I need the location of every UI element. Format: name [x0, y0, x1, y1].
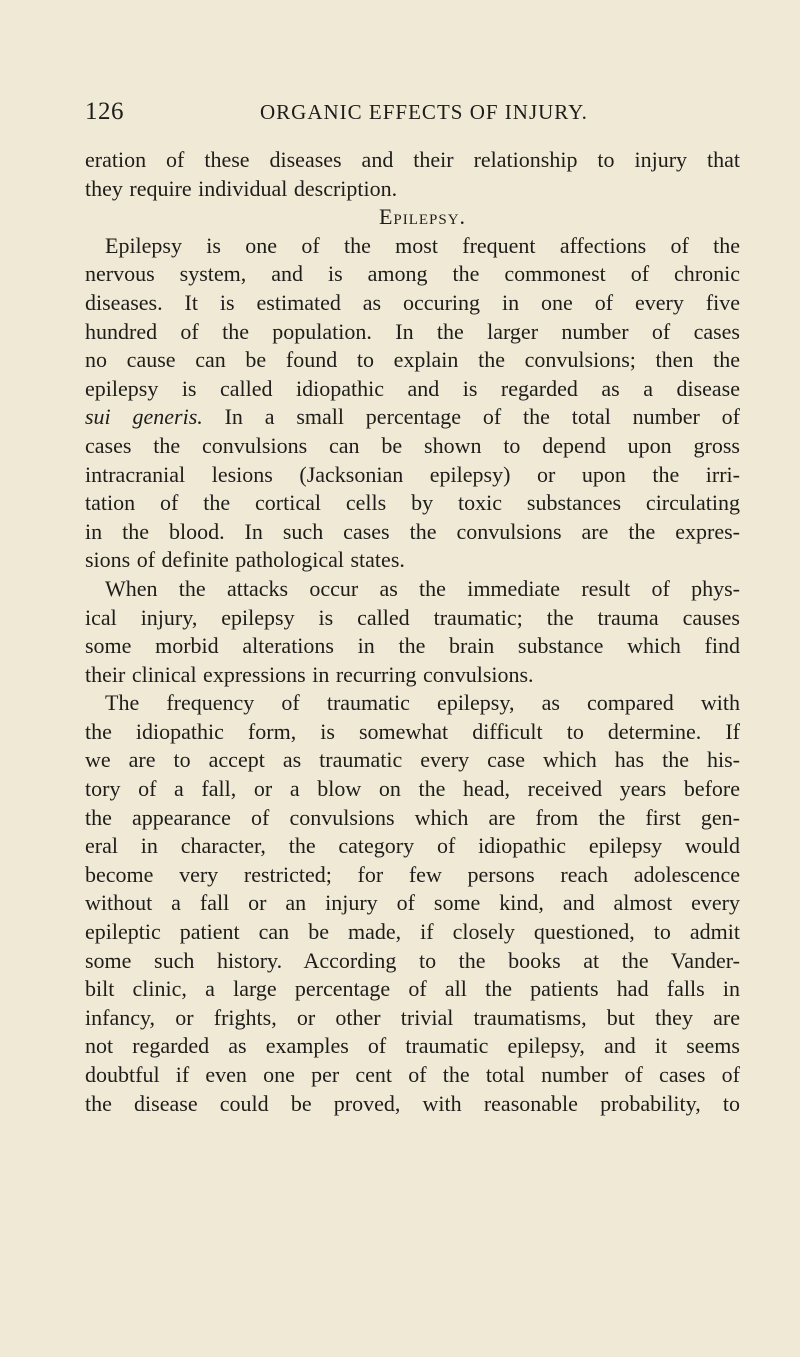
text-line: without a fall or an injury of some kind, and almost every [85, 890, 740, 916]
text-line: tory of a fall, or a blow on the head, received years before [85, 776, 740, 802]
paragraph-first-line: Epilepsy is one of the most frequent affections of the [105, 232, 740, 258]
text-line: the disease could be proved, with reasonable probability, to [85, 1090, 740, 1116]
text-line [85, 403, 740, 432]
text-line: epileptic patient can be made, if closely questioned, to admit [85, 919, 740, 945]
text-line: no cause can be found to explain the convulsions; then the [85, 347, 740, 373]
text-line: diseases. It is estimated as occuring in one of every five [85, 289, 740, 315]
text-line: cases the convulsions can be shown to depend upon gross [85, 432, 740, 458]
page-number: 126 [85, 98, 124, 125]
text-line: intracranial lesions (Jacksonian epilepsy) or upon the irri- [85, 461, 740, 487]
running-head: ORGANIC EFFECTS OF INJURY. [260, 100, 588, 124]
text-line: we are to accept as traumatic every case which has the his- [85, 747, 740, 773]
paragraph-first-line: When the attacks occur as the immediate result of phys- [105, 575, 740, 601]
text-line: sions of definite pathological states. [85, 547, 405, 573]
section-heading: Epilepsy. [378, 204, 467, 230]
text-line: ical injury, epilepsy is called traumatic; the trauma causes [85, 604, 740, 630]
paragraph-first-line: The frequency of traumatic epilepsy, as compared with [105, 690, 740, 716]
text-line: hundred of the population. In the larger number of cases [85, 318, 740, 344]
text-line: they require individual description. [85, 175, 398, 201]
text-line: tation of the cortical cells by toxic substances circulating [85, 490, 740, 516]
text-line: eral in character, the category of idiopathic epilepsy would [85, 833, 740, 859]
text-line: the appearance of convulsions which are from the first gen- [85, 804, 740, 830]
text-line: become very restricted; for few persons reach adolescence [85, 861, 740, 887]
text-line: doubtful if even one per cent of the total number of cases of [85, 1062, 740, 1087]
text-line: infancy, or frights, or other trivial traumatisms, but they are [85, 1004, 740, 1030]
text-line: epilepsy is called idiopathic and is regarded as a disease [85, 375, 740, 401]
text-line: some such history. According to the books at the Vander- [85, 947, 740, 973]
text-line: the idiopathic form, is somewhat difficult to determine. If [85, 718, 740, 744]
text-line: not regarded as examples of traumatic epilepsy, and it seems [85, 1033, 740, 1059]
text-line: their clinical expressions in recurring convulsions. [85, 661, 534, 687]
text-line: some morbid alterations in the brain substance which find [85, 633, 740, 659]
text-line: in the blood. In such cases the convulsions are the expres- [85, 518, 740, 544]
body-text [85, 146, 740, 1118]
italic-phrase: sui generis. [85, 404, 203, 430]
text-line: nervous system, and is among the commonest of chronic [85, 261, 740, 287]
page-header [85, 98, 745, 130]
text-line: bilt clinic, a large percentage of all the patients had falls in [85, 976, 740, 1002]
text-segment: In a small percentage of the total number of [224, 404, 740, 430]
text-line: eration of these diseases and their relationship to injury that [85, 147, 740, 172]
